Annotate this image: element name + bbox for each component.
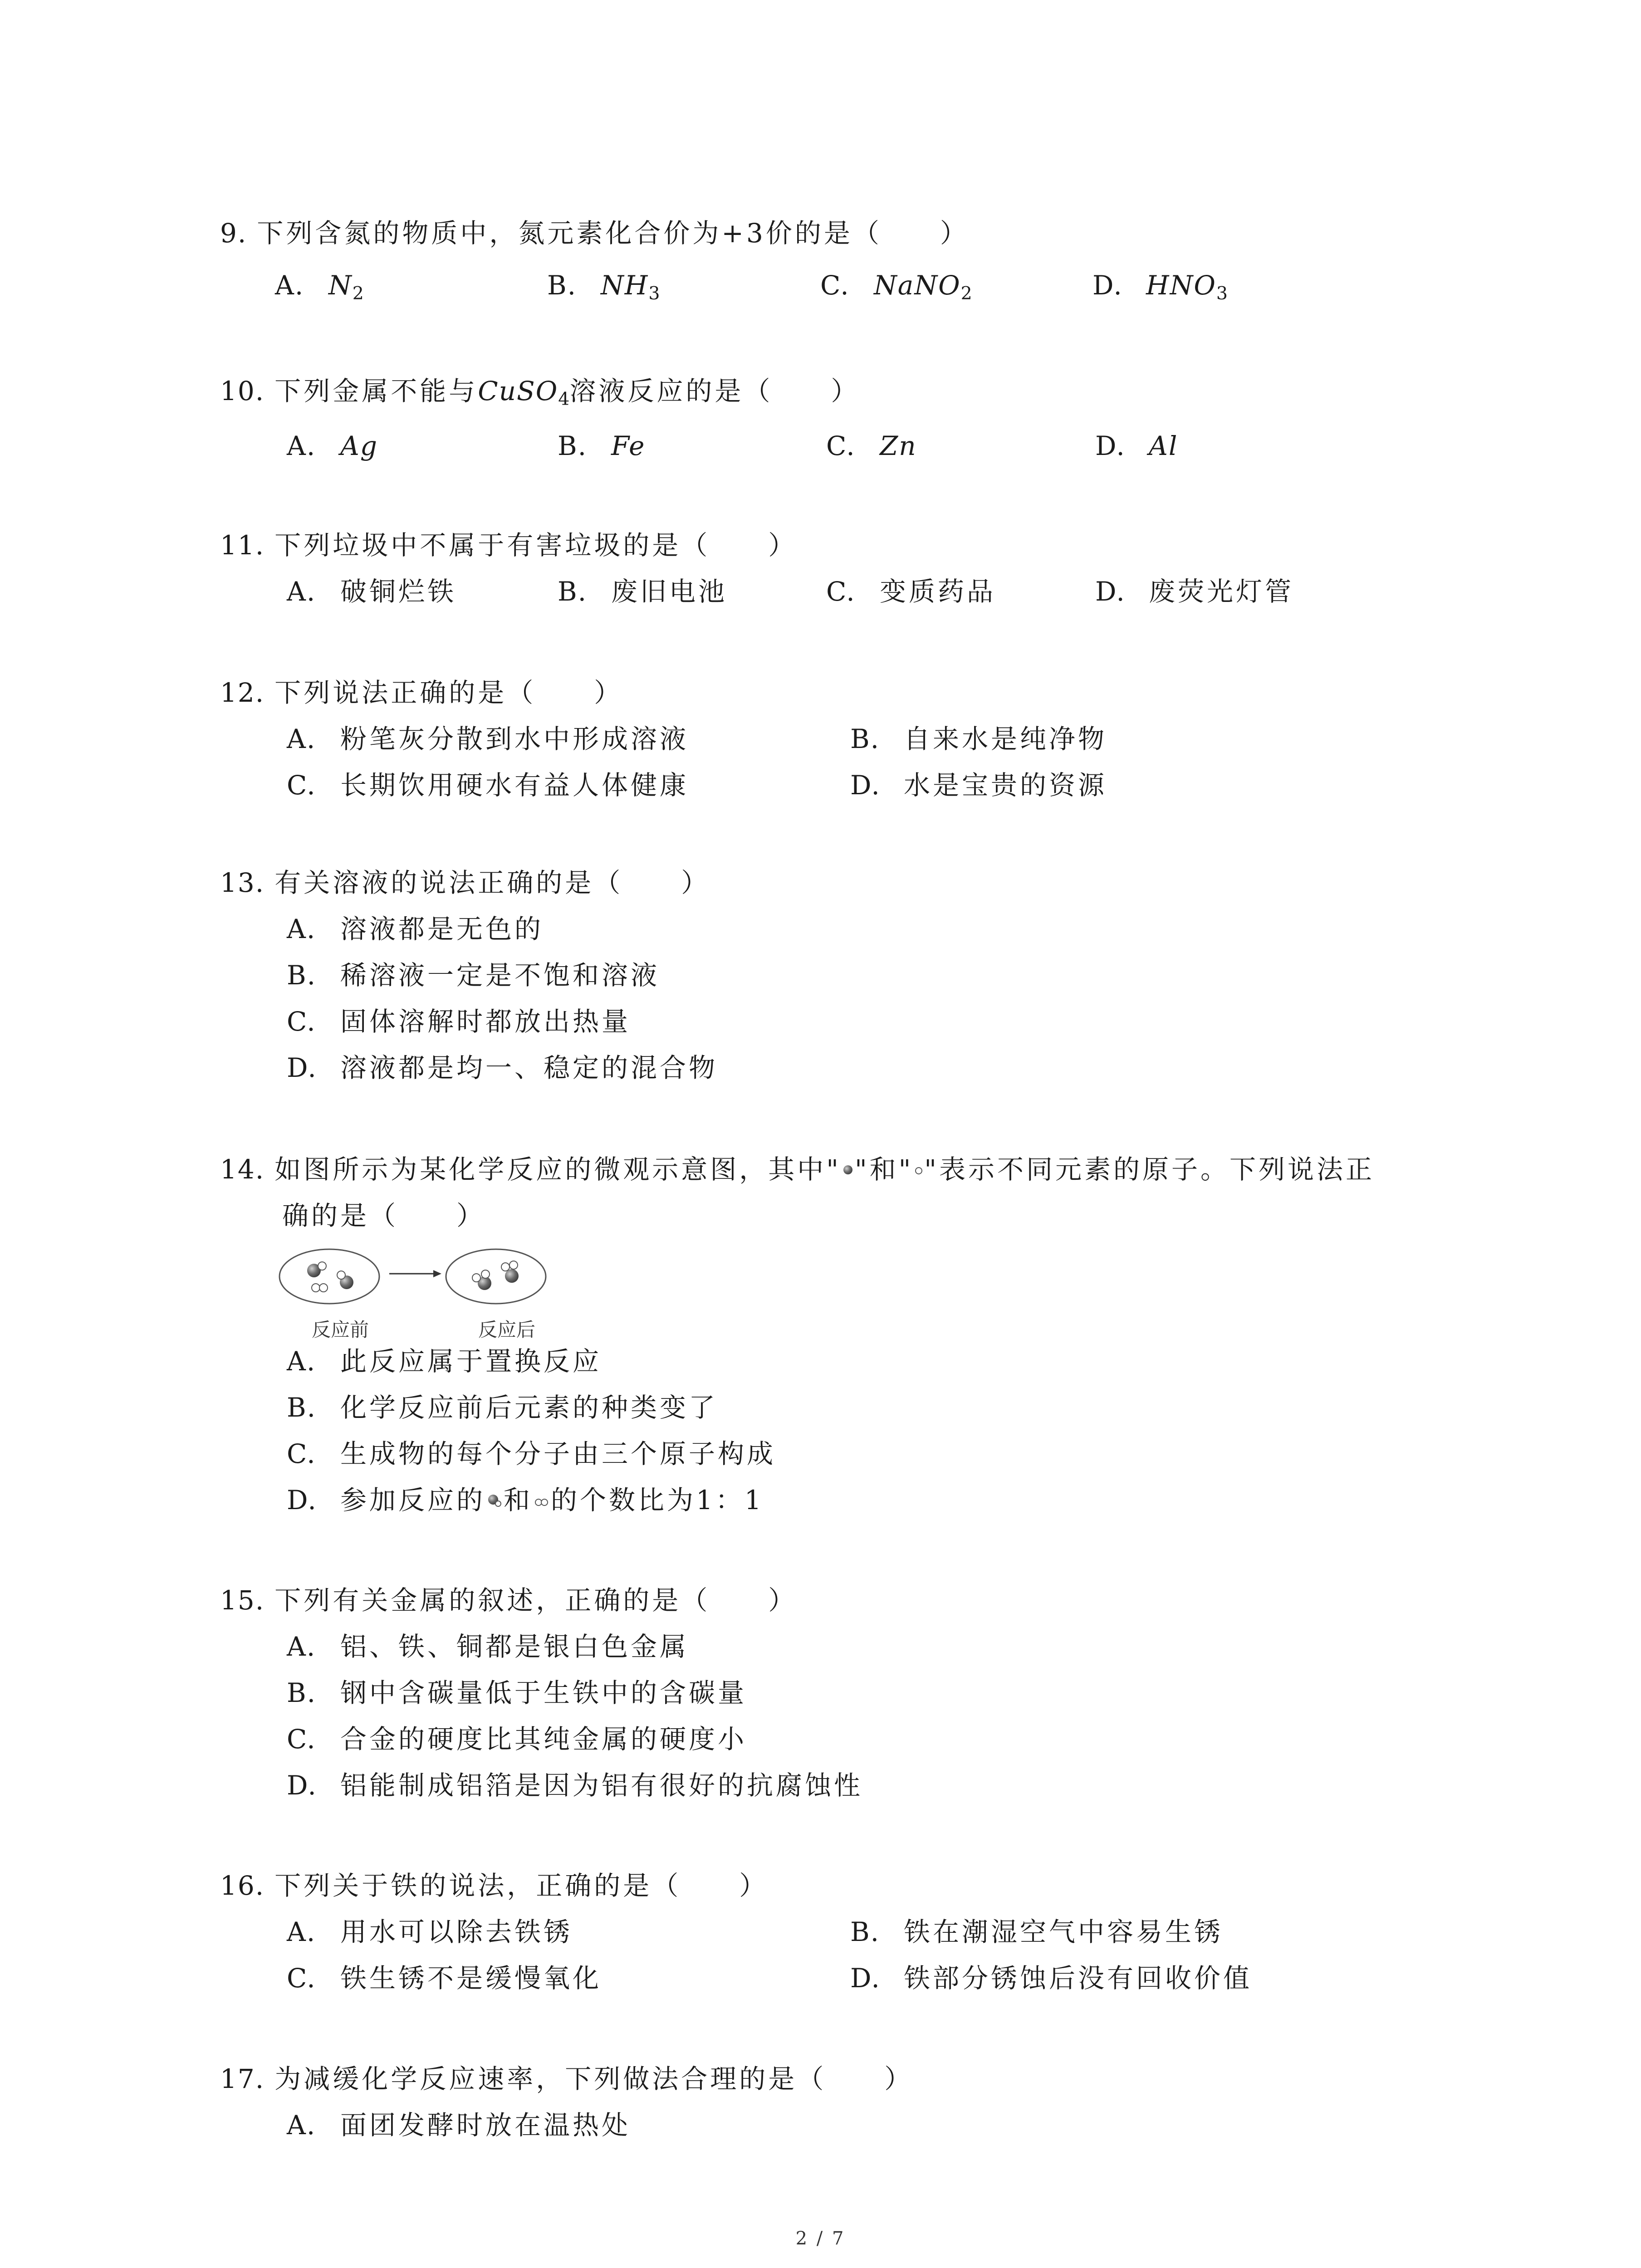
option-text: 铝、铁、铜都是银白色金属: [340, 1631, 689, 1662]
option-a: [275, 262, 364, 308]
chemical-formula: NH: [601, 270, 649, 301]
label-before: 反应前: [311, 1319, 369, 1341]
after-container: [446, 1249, 546, 1304]
option-label: A.: [287, 1916, 316, 1947]
option-c: [287, 998, 631, 1045]
chemical-formula: CuSO: [478, 376, 558, 406]
option-c: [820, 262, 972, 308]
chemical-formula: NaNO: [874, 270, 961, 301]
option-b: [547, 262, 660, 308]
stem-text: 下列含氮的物质中，氮元素化合价为+3价的是（ ）: [257, 218, 969, 249]
option-label: D.: [850, 1963, 881, 1994]
option-label: B.: [558, 576, 588, 607]
option-a: [287, 1338, 602, 1384]
options-row: [220, 906, 1558, 952]
option-label: C.: [287, 1438, 316, 1469]
reaction-diagram: [220, 1239, 1558, 1341]
stem-text: 为减缓化学反应速率，下列做法合理的是（ ）: [274, 2063, 914, 2094]
label-after: 反应后: [478, 1319, 536, 1341]
stem-text: "表示不同元素的原子。下列说法正: [924, 1154, 1375, 1185]
option-label: A.: [287, 1346, 316, 1377]
question-number: 12.: [220, 677, 265, 708]
question-number: 17.: [220, 2063, 265, 2094]
stem-text: 下列金属不能与: [274, 376, 478, 406]
options-row: [220, 952, 1558, 998]
option-c: [287, 1431, 776, 1477]
molecular-reaction-figure: [272, 1239, 563, 1341]
option-label: C.: [826, 430, 856, 461]
options-row: [220, 1909, 1558, 1955]
option-a: [287, 906, 544, 952]
options-row: [220, 423, 1558, 469]
option-b: [558, 423, 645, 469]
option-text: 自来水是纯净物: [904, 723, 1107, 754]
option-text: 铁生锈不是缓慢氧化: [340, 1963, 602, 1994]
question-stem-continued: [220, 1193, 1558, 1239]
options-row: [220, 1477, 1558, 1523]
question-12: [220, 670, 1558, 808]
question-11: [220, 522, 1558, 615]
option-text: 面团发酵时放在温热处: [340, 2110, 631, 2141]
light-atom-icon: [501, 1263, 509, 1271]
option-text: 铁在潮湿空气中容易生锈: [904, 1916, 1224, 1947]
question-number: 14.: [220, 1154, 265, 1185]
option-a: [287, 1909, 573, 1955]
option-text: 长期饮用硬水有益人体健康: [340, 770, 689, 801]
options-row: [220, 716, 1558, 762]
option-c: [287, 762, 689, 808]
options-row: [220, 1762, 1558, 1809]
formula-subscript: 2: [352, 283, 364, 304]
option-label: B.: [547, 270, 577, 301]
option-label: A.: [287, 2110, 316, 2141]
option-text: 固体溶解时都放出热量: [340, 1006, 631, 1037]
option-text: 废旧电池: [611, 576, 728, 607]
light-atom-icon: [337, 1271, 345, 1279]
question-number: 16.: [220, 1870, 265, 1901]
stem-text: 如图所示为某化学反应的微观示意图，其中": [274, 1154, 841, 1185]
stem-text: 下列说法正确的是（ ）: [274, 677, 623, 708]
option-label: D.: [287, 1485, 317, 1515]
question-stem: [220, 1146, 1558, 1193]
options-row: [220, 762, 1558, 808]
question-stem: [220, 1862, 1558, 1909]
option-b: [558, 568, 727, 615]
question-10: [220, 368, 1558, 469]
option-text: 的个数比为1：1: [551, 1485, 764, 1515]
chemical-formula: HNO: [1146, 270, 1216, 301]
stem-text: 下列关于铁的说法，正确的是（ ）: [274, 1870, 769, 1901]
option-label: D.: [1095, 430, 1126, 461]
options-row: [220, 1955, 1558, 2001]
option-label: B.: [287, 1677, 317, 1708]
formula-subscript: 4: [558, 389, 570, 410]
option-label: D.: [287, 1052, 317, 1083]
before-container: [279, 1249, 379, 1304]
option-text: 合金的硬度比其纯金属的硬度小: [340, 1724, 747, 1755]
light-atom-icon: [312, 1284, 320, 1292]
option-b: [287, 952, 660, 998]
option-d: [1095, 568, 1294, 615]
option-b: [850, 1909, 1223, 1955]
option-c: [826, 568, 996, 615]
option-c: [826, 423, 917, 469]
option-label: D.: [850, 770, 881, 801]
option-d: [287, 1477, 764, 1523]
option-text: 破铜烂铁: [340, 576, 457, 607]
option-text: 钢中含碳量低于生铁中的含碳量: [340, 1677, 747, 1708]
option-text: 废荧光灯管: [1149, 576, 1294, 607]
question-number: 13.: [220, 867, 265, 898]
question-13: [220, 860, 1558, 1091]
question-15: [220, 1577, 1558, 1809]
question-9: [220, 210, 1558, 308]
option-text: 铁部分锈蚀后没有回收价值: [904, 1963, 1253, 1994]
option-label: C.: [287, 770, 316, 801]
question-number: 15.: [220, 1585, 265, 1616]
question-stem: [220, 368, 1558, 414]
option-label: A.: [287, 723, 316, 754]
option-text: 生成物的每个分子由三个原子构成: [340, 1438, 776, 1469]
option-label: A.: [275, 270, 304, 301]
option-text: 用水可以除去铁锈: [340, 1916, 573, 1947]
chemical-formula: N: [328, 270, 353, 301]
question-number: 9.: [220, 218, 247, 249]
option-label: C.: [287, 1963, 316, 1994]
question-stem: [220, 2056, 1558, 2102]
question-number: 10.: [220, 376, 265, 406]
options-row: [220, 1670, 1558, 1716]
option-b: [287, 1384, 718, 1431]
question-stem: [220, 1577, 1558, 1623]
stem-text: "和": [854, 1154, 914, 1185]
option-label: B.: [850, 723, 880, 754]
option-text: 参加反应的: [340, 1485, 486, 1515]
dark-atom-icon: [841, 1163, 855, 1177]
chemical-formula: Zn: [880, 430, 917, 461]
option-c: [287, 1716, 747, 1762]
question-number: 11.: [220, 530, 265, 561]
option-d: [1092, 262, 1228, 308]
options-row: [220, 998, 1558, 1045]
option-a: [287, 1623, 689, 1670]
stem-text: 下列有关金属的叙述，正确的是（ ）: [274, 1585, 798, 1616]
option-text: 水是宝贵的资源: [904, 770, 1107, 801]
option-text: 和: [504, 1485, 533, 1515]
question-17: [220, 2056, 1558, 2148]
options-row: [220, 2102, 1558, 2148]
stem-text: 确的是（ ）: [282, 1200, 486, 1231]
option-text: 溶液都是均一、稳定的混合物: [340, 1052, 718, 1083]
option-text: 粉笔灰分散到水中形成溶液: [340, 723, 689, 754]
option-d: [1095, 423, 1178, 469]
dark-atom-icon: [505, 1269, 519, 1283]
option-label: C.: [287, 1724, 316, 1755]
light-atom-icon: [509, 1261, 518, 1269]
option-a: [287, 2102, 631, 2148]
chemical-formula: Al: [1149, 430, 1178, 461]
option-text: 溶液都是无色的: [340, 914, 544, 944]
light-atom-icon: [913, 1163, 924, 1177]
option-label: B.: [850, 1916, 880, 1947]
options-row: [220, 568, 1558, 615]
option-d: [287, 1762, 863, 1809]
question-16: [220, 1862, 1558, 2001]
option-text: 铝能制成铝箔是因为铝有很好的抗腐蚀性: [340, 1770, 863, 1801]
option-label: B.: [558, 430, 588, 461]
stem-text: 下列垃圾中不属于有害垃圾的是（ ）: [274, 530, 798, 561]
page-number: 2 / 7: [795, 2228, 846, 2249]
light-atom-icon: [319, 1284, 328, 1292]
option-text: 稀溶液一定是不饱和溶液: [340, 960, 660, 991]
option-label: A.: [287, 914, 316, 944]
option-b: [287, 1670, 747, 1716]
option-label: A.: [287, 576, 316, 607]
formula-subscript: 3: [1216, 283, 1228, 304]
options-row: [220, 1338, 1558, 1384]
light-atom-icon: [318, 1262, 326, 1270]
chemical-formula: Ag: [340, 430, 378, 461]
options-row: [220, 1431, 1558, 1477]
arrow-head-icon: [433, 1270, 441, 1277]
question-14: [220, 1146, 1558, 1523]
options-row: [220, 1045, 1558, 1091]
option-label: B.: [287, 960, 317, 991]
options-row: [220, 1384, 1558, 1431]
option-label: D.: [1092, 270, 1123, 301]
option-label: A.: [287, 1631, 316, 1662]
option-c: [287, 1955, 602, 2001]
question-stem: [220, 210, 1558, 256]
option-a: [287, 423, 378, 469]
option-b: [850, 716, 1107, 762]
option-d: [850, 762, 1107, 808]
question-stem: [220, 670, 1558, 716]
option-label: D.: [287, 1770, 317, 1801]
option-label: B.: [287, 1392, 317, 1423]
option-text: 化学反应前后元素的种类变了: [340, 1392, 718, 1423]
question-stem: [220, 860, 1558, 906]
stem-text: 溶液反应的是（ ）: [569, 376, 860, 406]
question-stem: [220, 522, 1558, 568]
options-row: [220, 1623, 1558, 1670]
option-d: [287, 1045, 718, 1091]
options-row: [220, 1716, 1558, 1762]
chemical-formula: Fe: [611, 430, 646, 461]
stem-text: 有关溶液的说法正确的是（ ）: [274, 867, 710, 898]
light-pair-molecule-icon: [533, 1491, 551, 1510]
option-label: C.: [287, 1006, 316, 1037]
light-atom-icon: [472, 1274, 480, 1282]
dark-light-molecule-icon: [485, 1491, 504, 1510]
option-label: D.: [1095, 576, 1126, 607]
option-a: [287, 716, 689, 762]
formula-subscript: 3: [648, 283, 660, 304]
option-label: C.: [826, 576, 856, 607]
formula-subscript: 2: [960, 283, 972, 304]
option-d: [850, 1955, 1252, 2001]
option-a: [287, 568, 456, 615]
option-text: 此反应属于置换反应: [340, 1346, 602, 1377]
options-row: [220, 262, 1558, 308]
option-text: 变质药品: [880, 576, 996, 607]
option-label: C.: [820, 270, 850, 301]
light-atom-icon: [481, 1270, 490, 1278]
option-label: A.: [287, 430, 316, 461]
